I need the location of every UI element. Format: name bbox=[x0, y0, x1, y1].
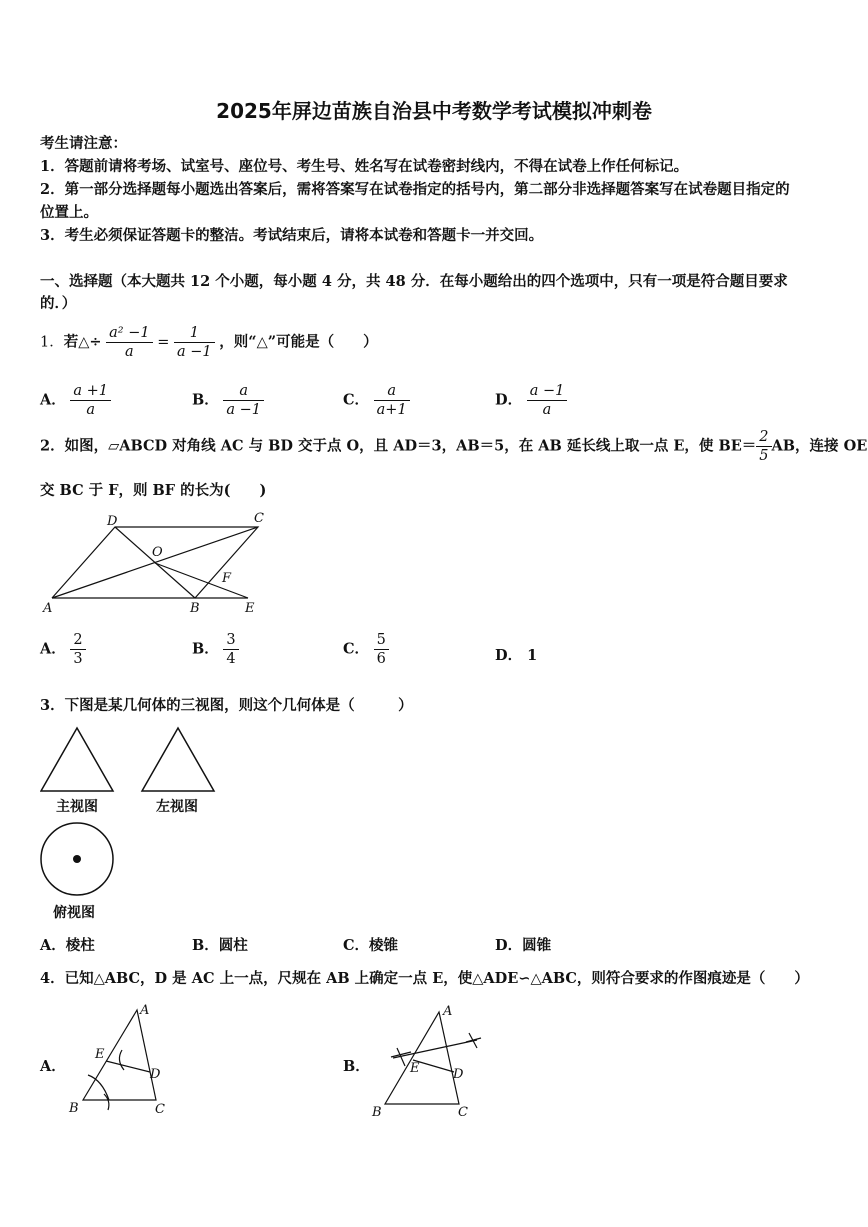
q4-option-a-figure bbox=[64, 1000, 184, 1120]
q4-option-a[interactable]: A． bbox=[40, 1058, 66, 1075]
question-4: 4．已知△ABC，D 是 AC 上一点，尺规在 AB 上确定一点 E，使△ADE∽△ABC，则符合要求的作图痕迹是（ ） bbox=[40, 970, 809, 987]
svg-text:E: E bbox=[95, 1047, 105, 1062]
q2-option-c[interactable]: C． $\frac{5}{6}$ bbox=[343, 631, 389, 668]
label-F: F bbox=[222, 571, 232, 586]
front-view-triangle bbox=[41, 728, 113, 791]
q1-fraction-2: $\frac{1}{a -1}$ bbox=[174, 324, 215, 361]
svg-text:E: E bbox=[410, 1061, 420, 1076]
notice-heading: 考生请注意： bbox=[40, 135, 127, 152]
svg-text:D: D bbox=[453, 1067, 464, 1082]
q1-option-a[interactable]: A． $\frac{a +1}{a}$ bbox=[40, 382, 111, 419]
q2-option-a[interactable]: A． $\frac{2}{3}$ bbox=[40, 631, 86, 668]
svg-text:C: C bbox=[458, 1105, 468, 1120]
notice-item-2: 2．第一部分选择题每小题选出答案后，需将答案写在试卷指定的括号内，第二部分非选择题答案写在试卷题目指定的 bbox=[40, 181, 790, 198]
notice-item-1: 1．答题前请将考场、试室号、座位号、考生号、姓名写在试卷密封线内，不得在试卷上作任何标记。 bbox=[40, 158, 689, 175]
top-view-apex-dot bbox=[73, 855, 81, 863]
side-view-triangle bbox=[142, 728, 214, 791]
top-view-label: 俯视图 bbox=[53, 905, 95, 921]
label-D: D bbox=[107, 514, 118, 529]
q3-front-side-views bbox=[40, 725, 220, 797]
q3-option-c[interactable]: C．棱锥 bbox=[343, 937, 399, 954]
label-O: O bbox=[152, 545, 163, 560]
q3-option-b[interactable]: B．圆柱 bbox=[192, 937, 248, 954]
q4-option-b-figure bbox=[365, 1000, 490, 1122]
question-2-cont: 交 BC 于 F，则 BF 的长为( ) bbox=[40, 482, 267, 499]
q4-option-b[interactable]: B． bbox=[343, 1058, 370, 1075]
q1-option-d[interactable]: D． $\frac{a -1}{a}$ bbox=[495, 382, 567, 419]
svg-text:A: A bbox=[443, 1004, 453, 1019]
q1-fraction-1: $\frac{\text{a² −1}}{a}$ bbox=[106, 324, 152, 361]
q1-option-b[interactable]: B． $\frac{a}{a -1}$ bbox=[192, 382, 264, 419]
q3-top-view bbox=[40, 822, 120, 902]
label-E: E bbox=[245, 601, 255, 616]
svg-text:D: D bbox=[150, 1067, 161, 1082]
svg-text:B: B bbox=[372, 1105, 382, 1120]
q3-option-d[interactable]: D．圆锥 bbox=[495, 937, 552, 954]
question-3: 3．下图是某几何体的三视图，则这个几何体是（ ） bbox=[40, 697, 413, 714]
side-view-label: 左视图 bbox=[156, 799, 198, 815]
section-heading-cont: 的．） bbox=[40, 295, 77, 312]
q2-option-b[interactable]: B． $\frac{3}{4}$ bbox=[192, 631, 239, 668]
notice-item-3: 3．考生必须保证答题卡的整洁。考试结束后，请将本试卷和答题卡一并交回。 bbox=[40, 227, 544, 244]
svg-text:C: C bbox=[155, 1102, 165, 1117]
question-2: 2．如图，▱ABCD 对角线 AC 与 BD 交于点 O，且 AD＝3，AB＝5，在 AB 延长线上取一点 E，使 BE＝ $\frac{2}{5}$ AB，连接 OE bbox=[40, 429, 868, 464]
q1-option-c[interactable]: C． $\frac{a}{a+1}$ bbox=[343, 382, 410, 419]
label-C: C bbox=[254, 511, 264, 526]
q2-fraction: $\frac{2}{5}$ bbox=[756, 428, 771, 465]
notice-item-2-cont: 位置上。 bbox=[40, 204, 98, 221]
label-A: A bbox=[43, 601, 53, 616]
q2-parallelogram-figure bbox=[40, 505, 270, 620]
question-1: 1．若△÷ $\frac{\text{a² −1}}{a}$ = $\frac{1}{a -1}$ ，则“△”可能是（ ） bbox=[40, 325, 378, 360]
q2-option-d[interactable]: D． 1 bbox=[495, 647, 538, 664]
section-heading: 一、选择题（本大题共 12 个小题，每小题 4 分，共 48 分．在每小题给出的四个选项中，只有一项是符合题目要求 bbox=[40, 273, 788, 290]
front-view-label: 主视图 bbox=[56, 799, 98, 815]
svg-text:B: B bbox=[69, 1101, 79, 1116]
svg-text:A: A bbox=[140, 1003, 150, 1018]
label-B: B bbox=[190, 601, 200, 616]
q3-option-a[interactable]: A．棱柱 bbox=[40, 937, 95, 954]
page-title: 2025年屏边苗族自治县中考数学考试模拟冲刺卷 bbox=[216, 99, 652, 123]
